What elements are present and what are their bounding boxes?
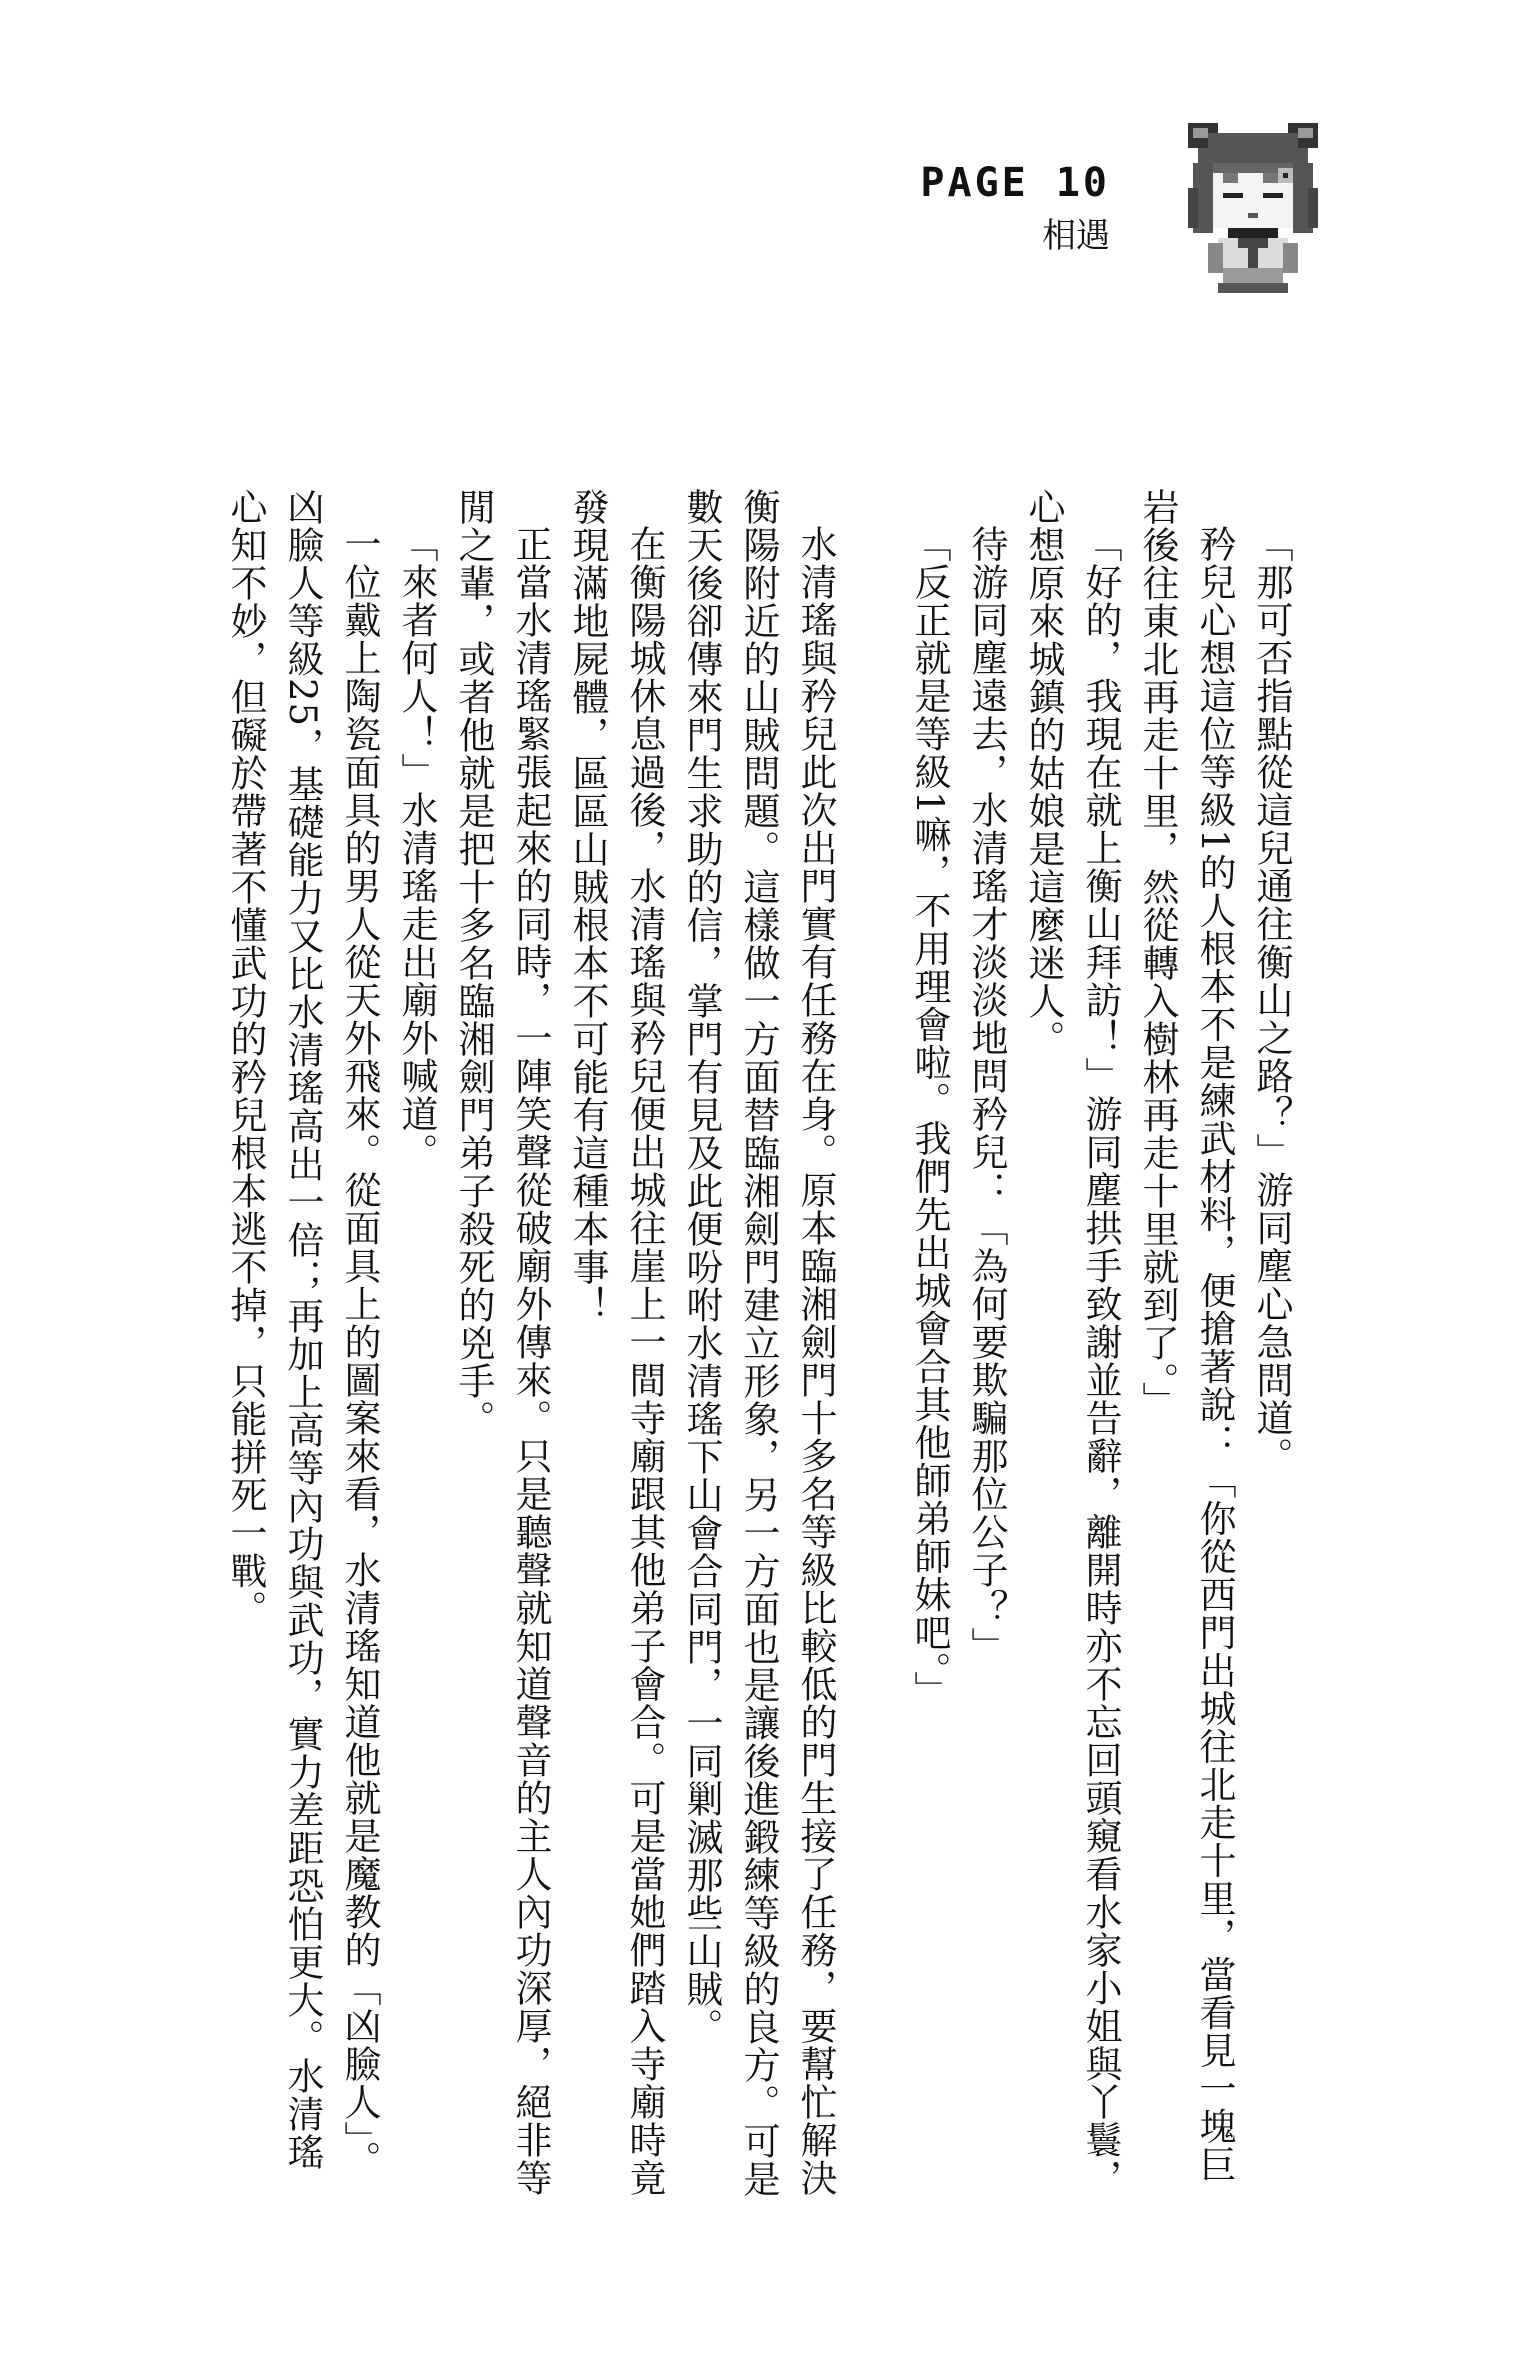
paragraph: 待游同塵遠去，水清瑤才淡淡地問矜兒：「為何要欺騙那位公子？」	[965, 525, 1008, 1665]
paragraph: 在衡陽城休息過後，水清瑤與矜兒便出城往崖上一間寺廟跟其他弟子會合。可是當她們踏入寺廟時竟發現滿地屍體，區區山賊根本不可能有這種本事！	[566, 488, 666, 2197]
paragraph: 「來者何人！」水清瑤走出廟外喊道。	[395, 525, 438, 1171]
paragraph: 一位戴上陶瓷面具的男人從天外飛來。從面具上的圖案來看，水清瑤知道他就是魔教的「凶臉人」。凶臉人等級25，基礎能力又比水清瑤高出一倍；再加上高等內功與武功，實力差距恐怕更大。水清瑤心知不妙，但礙於帶著不懂武功的矜兒根本逃不掉，只能拼死一戰。	[224, 488, 381, 2179]
paragraph: 「好的，我現在就上衡山拜訪！」游同塵拱手致謝並告辭，離開時亦不忘回頭窺看水家小姐與丫鬟，心想原來城鎮的姑娘是這麼迷人。	[1022, 488, 1122, 2197]
paragraph: 「那可否指點從這兒通往衡山之路？」游同塵心急問道。	[1250, 525, 1293, 1475]
chapter-title: 相遇	[1042, 216, 1110, 256]
paragraph: 正當水清瑤緊張起來的同時，一陣笑聲從破廟外傳來。只是聽聲就知道聲音的主人內功深厚，絕非等閒之輩，或者他就是把十多名臨湘劍門弟子殺死的兇手。	[452, 488, 552, 2197]
paragraph: 「反正就是等級1嘛，不用理會啦。我們先出城會合其他師弟師妹吧。」	[908, 525, 951, 1710]
pixel-girl-portrait-icon	[1178, 118, 1328, 298]
story-text	[150, 488, 1300, 2208]
paragraph: 矜兒心想這位等級1的人根本不是練武材料，便搶著說：「你從西門出城往北走十里，當看見一塊巨岩後往東北再走十里，然從轉入樹林再走十里就到了。」	[1136, 488, 1236, 2184]
page-label: PAGE 10	[920, 160, 1110, 206]
paragraph: 水清瑤與矜兒此次出門實有任務在身。原本臨湘劍門十多名等級比較低的門生接了任務，要幫忙解決衡陽附近的山賊問題。這樣做一方面替臨湘劍門建立形象，另一方面也是讓後進鍛練等級的良方。可是數天後卻傳來門生求助的信，掌門有見及此便吩咐水清瑤下山會合同門，一同剿滅那些山賊。	[680, 488, 837, 2198]
paragraph-break	[844, 488, 901, 2208]
